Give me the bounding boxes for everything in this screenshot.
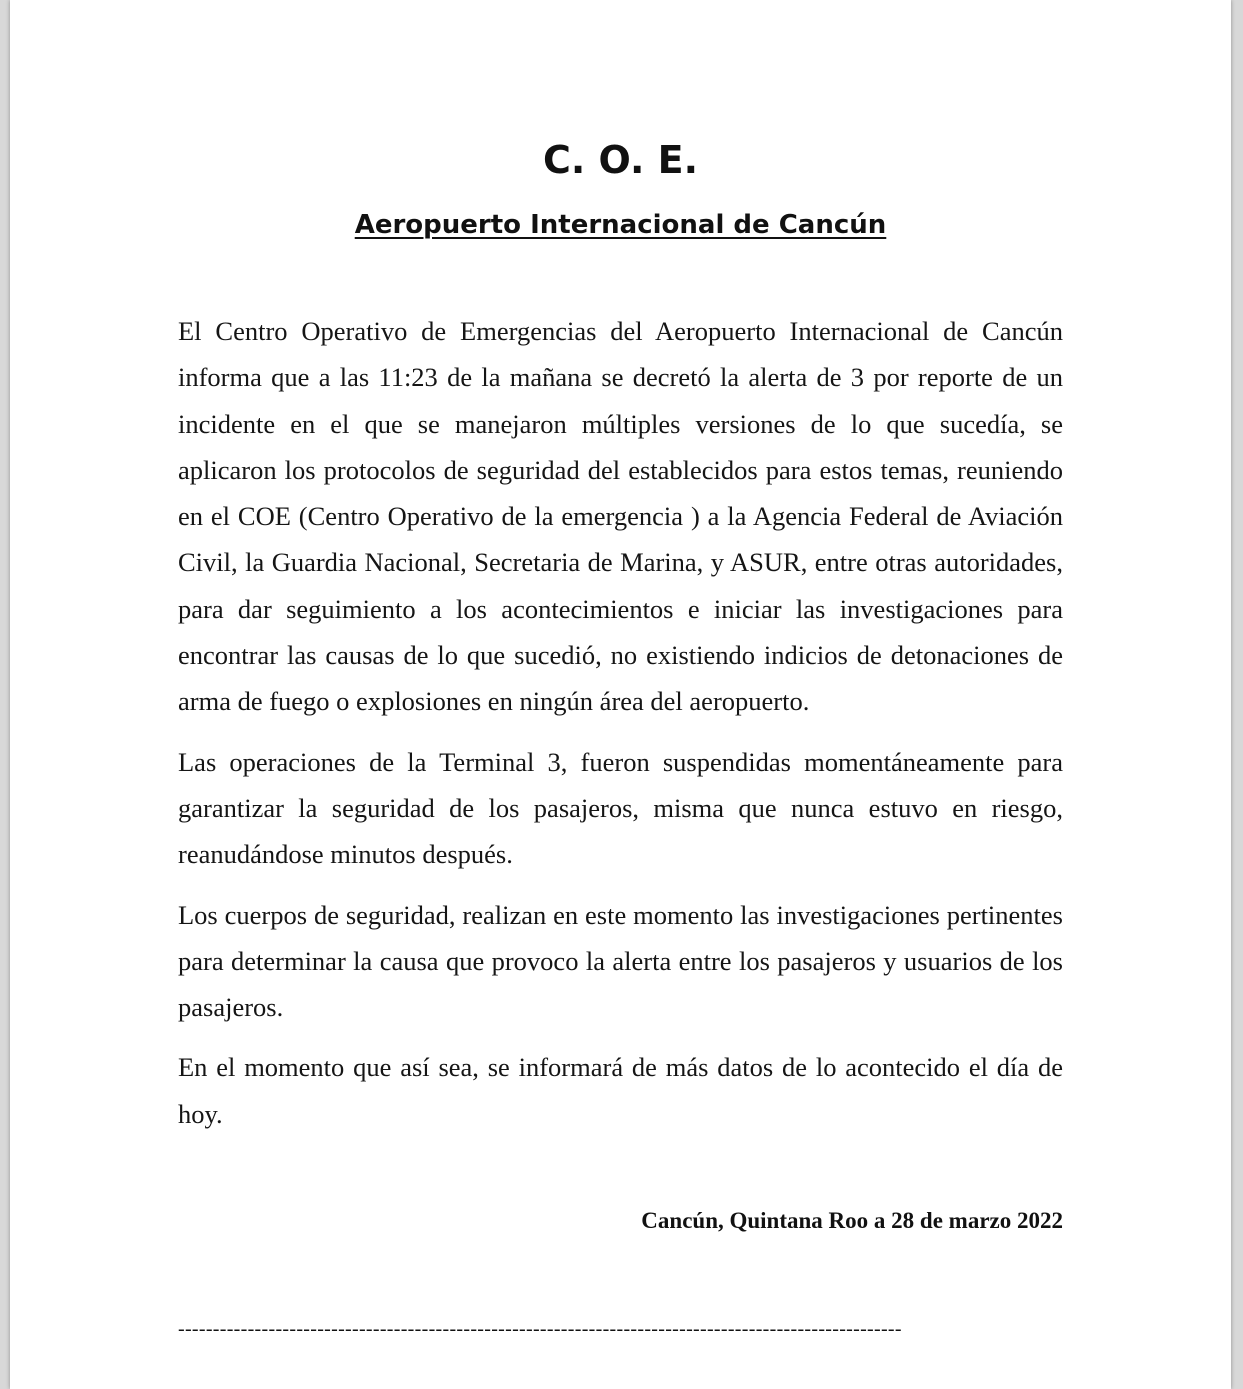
paragraph-investigation: Los cuerpos de seguridad, realizan en este momento las investigaciones pertinentes para determinar la causa que provoco la alerta entre los pasajeros y usuarios de los pasajeros. xyxy=(178,899,1063,1023)
document-title: C. O. E. xyxy=(542,138,699,182)
paragraph-incident: El Centro Operativo de Emergencias del Aeropuerto Internacional de Cancún informa que a las 11:23 de la mañana se decretó la alerta de 3 por reporte de un incidente en el que se manejaron múltiples versiones de lo que sucedía, se aplicaron los protocolos de seguridad del establecidos para estos temas, reuniendo en el COE (Centro Operativo de la emergencia ) a la Agencia Federal de Aviación Civil, la Guardia Nacional, Secretaria de Marina, y ASUR, entre otras autoridades, para dar seguimiento a los acontecimientos e iniciar las investigaciones para encontrar las causas de lo que sucedió, no existiendo indicios de detonaciones de arma de fuego o explosiones en ningún área del aeropuerto. xyxy=(178,316,1063,717)
dashed-divider: -------------------------------------------------------------------------------------------------------- xyxy=(178,1318,902,1340)
paragraph-operations: Las operaciones de la Terminal 3, fueron suspendidas momentáneamente para garantizar la seguridad de los pasajeros, misma que nunca estuvo en riesgo, reanudándose minutos después. xyxy=(178,746,1063,870)
subtitle-text: Aeropuerto Internacional de Cancún xyxy=(354,210,887,240)
document-page xyxy=(10,0,1231,1389)
document-body xyxy=(178,308,1063,1151)
paragraph-updates: En el momento que así sea, se informará de más datos de lo acontecido el día de hoy. xyxy=(178,1052,1063,1129)
document-subtitle xyxy=(10,210,1231,240)
place-date-signoff: Cancún, Quintana Roo a 28 de marzo 2022 xyxy=(641,1208,1063,1233)
